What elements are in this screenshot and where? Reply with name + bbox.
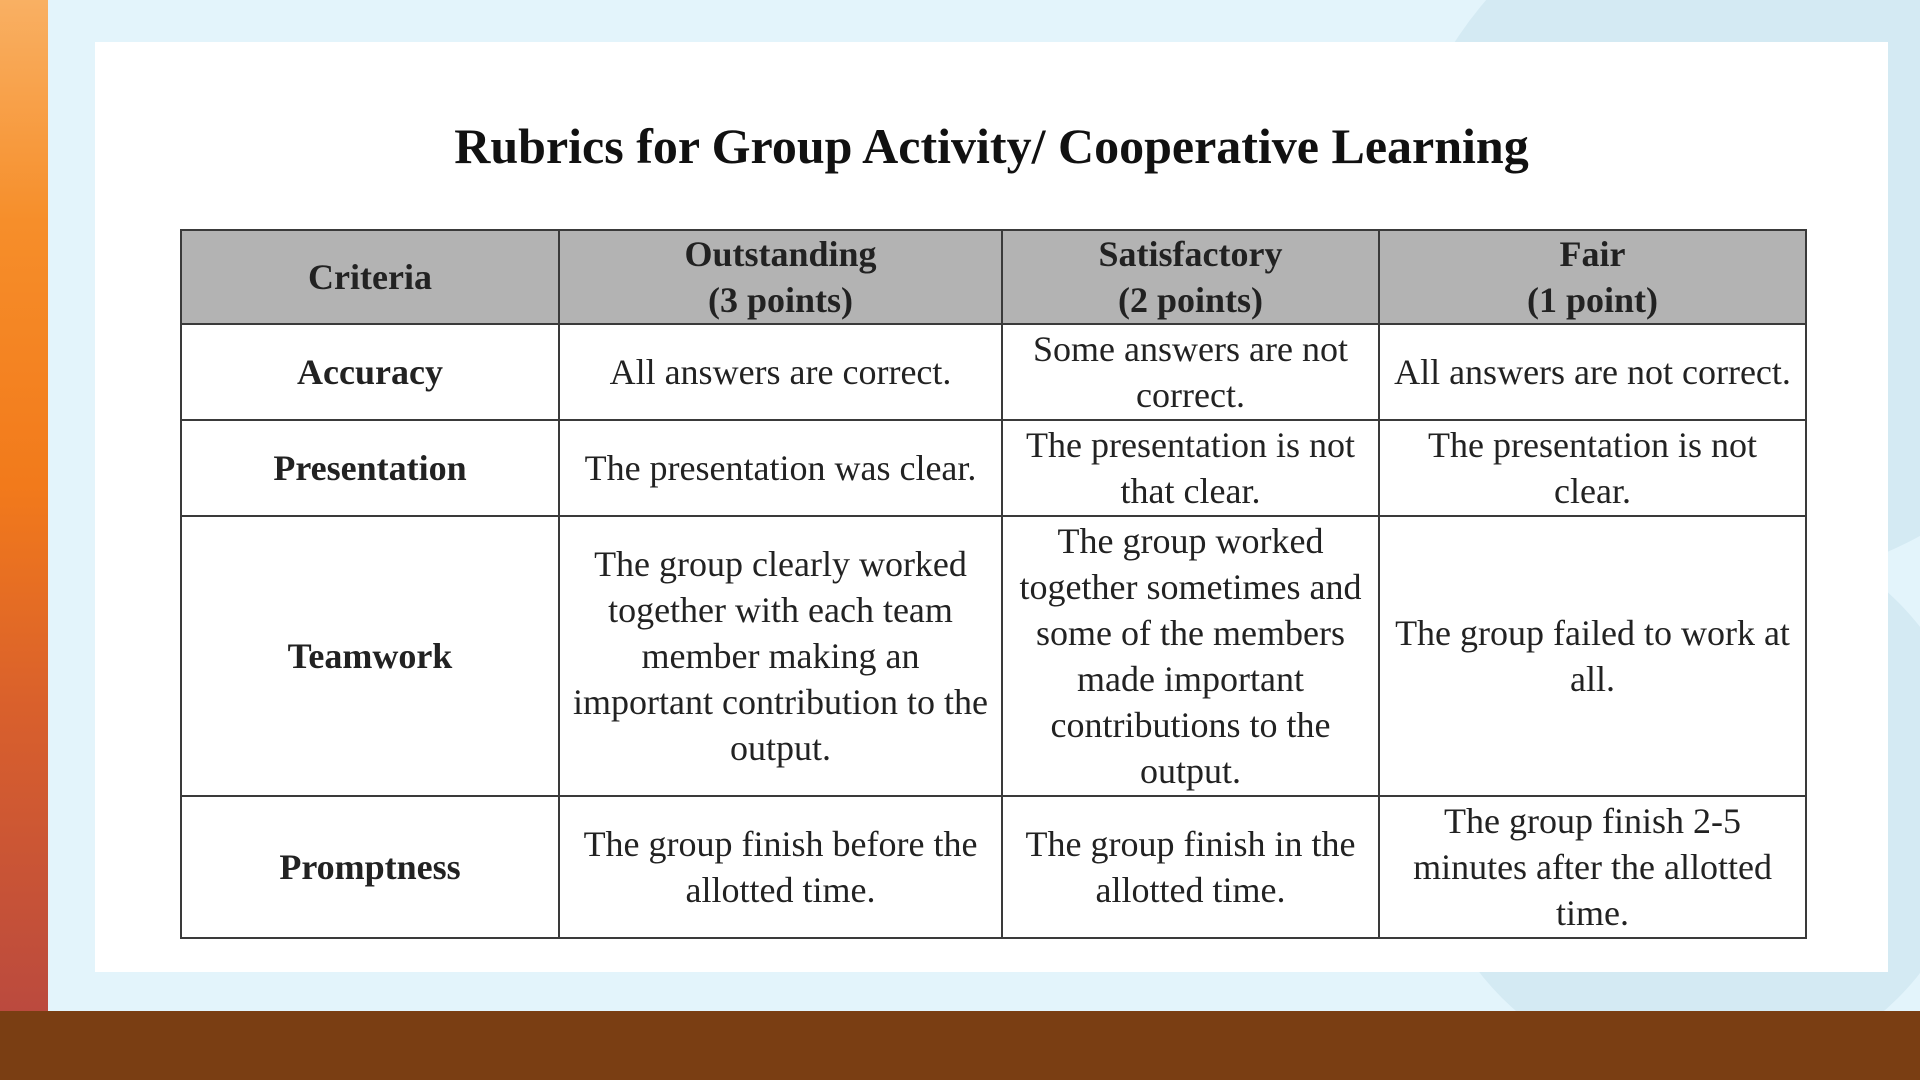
rubric-table bbox=[180, 229, 1807, 939]
satisfactory-cell: The presentation is not that clear. bbox=[1002, 420, 1379, 516]
fair-cell: The presentation is not clear. bbox=[1379, 420, 1806, 516]
column-header-label: Outstanding bbox=[684, 234, 877, 274]
criteria-cell: Teamwork bbox=[181, 516, 559, 796]
criteria-cell: Presentation bbox=[181, 420, 559, 516]
table-row-accuracy bbox=[181, 324, 1806, 420]
satisfactory-cell: Some answers are not correct. bbox=[1002, 324, 1379, 420]
fair-cell: The group finish 2-5 minutes after the allotted time. bbox=[1379, 796, 1806, 938]
slide-card bbox=[95, 42, 1888, 972]
fair-cell: All answers are not correct. bbox=[1379, 324, 1806, 420]
column-header-label: Criteria bbox=[308, 257, 432, 297]
criteria-cell: Promptness bbox=[181, 796, 559, 938]
column-header-label: Satisfactory bbox=[1098, 234, 1283, 274]
fair-cell: The group failed to work at all. bbox=[1379, 516, 1806, 796]
table-header-row bbox=[181, 230, 1806, 324]
criteria-cell: Accuracy bbox=[181, 324, 559, 420]
outstanding-cell: The group clearly worked together with each team member making an important contribution to the output. bbox=[559, 516, 1002, 796]
outstanding-cell: The group finish before the allotted time. bbox=[559, 796, 1002, 938]
satisfactory-cell: The group finish in the allotted time. bbox=[1002, 796, 1379, 938]
table-row-promptness bbox=[181, 796, 1806, 938]
bottom-accent-bar bbox=[0, 1011, 1920, 1080]
outstanding-cell: The presentation was clear. bbox=[559, 420, 1002, 516]
column-header-points: (2 points) bbox=[1117, 280, 1264, 320]
column-header-outstanding bbox=[559, 230, 1002, 324]
column-header-points: (3 points) bbox=[707, 280, 854, 320]
slide-title: Rubrics for Group Activity/ Cooperative Learning bbox=[454, 118, 1529, 174]
left-accent-bar bbox=[0, 0, 48, 1011]
column-header-satisfactory bbox=[1002, 230, 1379, 324]
table-row-teamwork bbox=[181, 516, 1806, 796]
column-header-criteria bbox=[181, 230, 559, 324]
table-row-presentation bbox=[181, 420, 1806, 516]
column-header-label: Fair bbox=[1559, 234, 1626, 274]
column-header-fair bbox=[1379, 230, 1806, 324]
column-header-points: (1 point) bbox=[1526, 280, 1658, 320]
outstanding-cell: All answers are correct. bbox=[559, 324, 1002, 420]
satisfactory-cell: The group worked together sometimes and some of the members made important contributions to the output. bbox=[1002, 516, 1379, 796]
